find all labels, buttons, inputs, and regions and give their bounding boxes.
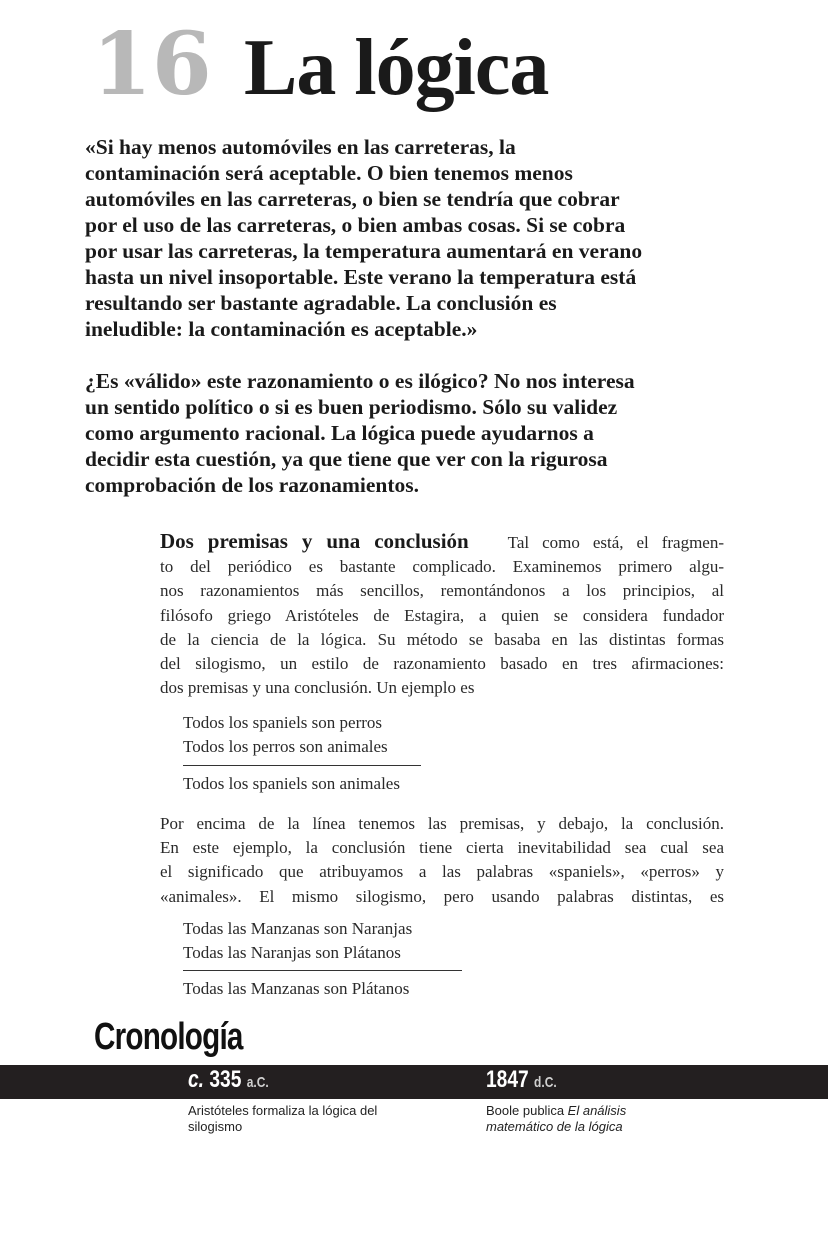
paragraph-line: el significado que atribuyamos a las palabras «spaniels», «perros» y — [160, 862, 724, 882]
paragraph-line: automóviles en las carreteras, o bien se tendría que cobrar — [85, 187, 620, 211]
timeline-date — [188, 1066, 269, 1094]
intro-quote — [85, 134, 735, 342]
paragraph-line: En este ejemplo, la conclusión tiene cierta inevitabilidad sea cual sea — [160, 838, 724, 858]
paragraph-line: hasta un nivel insoportable. Este verano la temperatura está — [85, 265, 637, 289]
paragraph-line: como argumento racional. La lógica puede ayudarnos a — [85, 421, 594, 445]
paragraph-line: Tal como está, el fragmen- — [507, 533, 725, 552]
timeline-date — [486, 1066, 557, 1094]
paragraph-line: resultando ser bastante agradable. La conclusión es — [85, 291, 557, 315]
paragraph-line: comprobación de los razonamientos. — [85, 473, 420, 497]
paragraph-line: ¿Es «válido» este razonamiento o es ilógico? No nos interesa — [85, 369, 635, 393]
conclusion: Todos los spaniels son animales — [183, 774, 400, 793]
paragraph-line: «Si hay menos automóviles en las carreteras, la — [85, 135, 516, 159]
section-heading: Dos premisas y una conclusión — [160, 529, 469, 553]
timeline-description — [188, 1103, 428, 1135]
premise: Todos los spaniels son perros — [183, 713, 383, 732]
syllogism-2 — [183, 917, 412, 965]
date-era: d.C. — [534, 1074, 557, 1091]
conclusion: Todas las Manzanas son Plátanos — [183, 979, 410, 998]
syllogism-divider — [183, 970, 462, 971]
paragraph-line: filósofo griego Aristóteles de Estagira, a quien se considera fundador — [160, 605, 724, 625]
syllogism-divider — [183, 765, 421, 766]
desc-text: Aristóteles formaliza la lógica del silogismo — [188, 1103, 378, 1134]
paragraph-line: «animales». El mismo silogismo, pero usando palabras distintas, es — [160, 886, 724, 906]
paragraph-line: por el uso de las carreteras, o bien ambas cosas. Si se cobra — [85, 213, 626, 237]
chapter-number: 16 — [92, 14, 212, 115]
paragraph-line: dos premisas y una conclusión. Un ejemplo es — [160, 678, 475, 698]
paragraph-line: del silogismo, un estilo de razonamiento basado en tres afirmaciones: — [160, 654, 724, 674]
timeline-description — [486, 1103, 676, 1135]
section-paragraph-2 — [160, 812, 724, 909]
date-era: a.C. — [246, 1074, 269, 1091]
chapter-title: La lógica — [244, 24, 549, 112]
date-year: 1847 — [486, 1066, 529, 1093]
paragraph-line: nos razonamientos más sencillos, remontándonos a los principios, al — [160, 581, 724, 601]
section-paragraph-1 — [160, 529, 724, 700]
syllogism-1 — [183, 711, 388, 759]
paragraph-line: contaminación será aceptable. O bien tenemos menos — [85, 161, 573, 185]
premise: Todas las Naranjas son Plátanos — [183, 943, 401, 962]
paragraph-line: un sentido político o si es buen periodismo. Sólo su validez — [85, 395, 618, 419]
premise: Todos los perros son animales — [183, 737, 388, 756]
paragraph-line: decidir esta cuestión, ya que tiene que ver con la rigurosa — [85, 447, 608, 471]
book-title: El análisis matemático de la lógica — [486, 1103, 627, 1134]
paragraph-line: ineludible: la contaminación es aceptable.» — [85, 317, 478, 341]
paragraph-line: por usar las carreteras, la temperatura aumentará en verano — [85, 239, 643, 263]
paragraph-line: to del periódico es bastante complicado. Examinemos primero algu- — [160, 557, 724, 577]
timeline-title: Cronología — [94, 1016, 243, 1058]
paragraph-line: Por encima de la línea tenemos las premisas, y debajo, la conclusión. — [160, 814, 724, 833]
date-year: 335 — [209, 1066, 242, 1093]
intro-question — [85, 368, 735, 498]
desc-text: Boole publica — [486, 1103, 568, 1118]
premise: Todas las Manzanas son Naranjas — [183, 919, 413, 938]
paragraph-line: de la ciencia de la lógica. Su método se basaba en las distintas formas — [160, 629, 724, 649]
timeline-bar — [0, 1065, 828, 1099]
date-prefix: c. — [188, 1066, 205, 1093]
